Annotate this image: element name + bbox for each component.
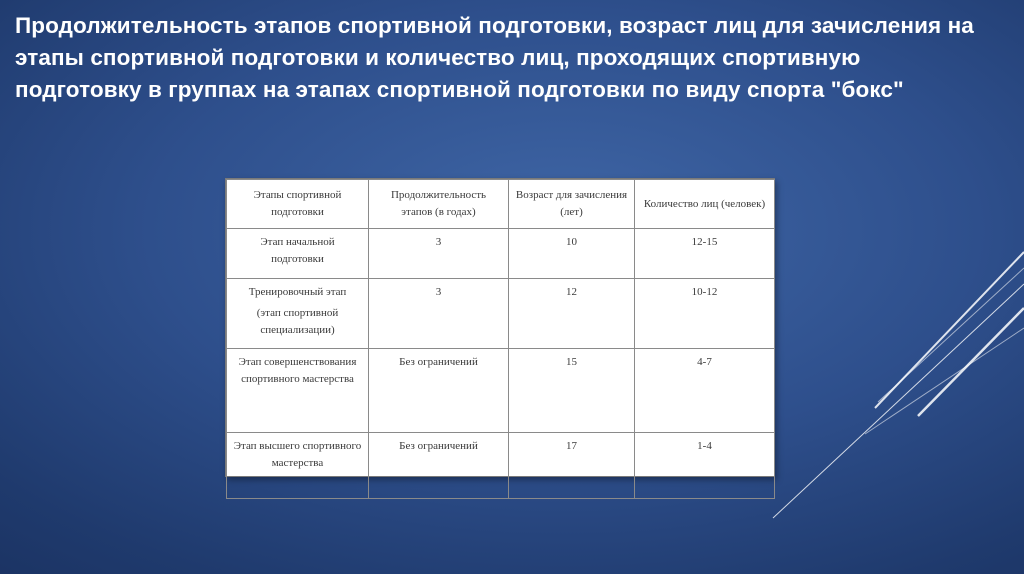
decor-line [878,268,1024,402]
cell-age: 10 [509,229,635,279]
table-row [227,229,775,279]
header-count: Количество лиц (человек) [635,180,775,229]
cell-stage [227,349,369,433]
cell-duration: 3 [369,229,509,279]
slide-title: Продолжительность этапов спортивной подготовки, возраст лиц для зачисления на этапы спортивной подготовки и количество лиц, проходящих спортивную подготовку в группах на этапах спортивной подготовки по виду спорта "бокс" [15,13,974,102]
decor-line [918,308,1024,416]
cell-stage [227,229,369,279]
cell-duration: Без ограничений [369,433,509,499]
cell-stage [227,433,369,499]
header-age: Возраст для зачисления (лет) [509,180,635,229]
cell-count: 1-4 [635,433,775,499]
stage-label: Этап высшего спортивного мастерства [233,440,362,469]
cell-count: 4-7 [635,349,775,433]
stage-label: Этап совершенствования спортивного мастерства [238,356,357,385]
table-header-row [227,180,775,229]
decor-line [773,284,1024,518]
cell-stage [227,279,369,349]
header-duration: Продолжительность этапов (в годах) [369,180,509,229]
stages-table [226,179,775,499]
table-row [227,349,775,433]
cell-count: 10-12 [635,279,775,349]
stages-table-container [225,178,775,477]
header-stage: Этапы спортивной подготовки [227,180,369,229]
cell-duration: 3 [369,279,509,349]
stage-label: Этап начальной подготовки [260,236,335,265]
table-row [227,433,775,499]
decor-line [865,328,1024,434]
cell-duration: Без ограничений [369,349,509,433]
cell-age: 17 [509,433,635,499]
cell-age: 15 [509,349,635,433]
decor-line [875,252,1024,408]
stage-label: Тренировочный этап [248,286,347,298]
cell-age: 12 [509,279,635,349]
cell-count: 12-15 [635,229,775,279]
stage-sublabel: (этап спортивной специализации) [256,307,339,336]
table-row [227,279,775,349]
